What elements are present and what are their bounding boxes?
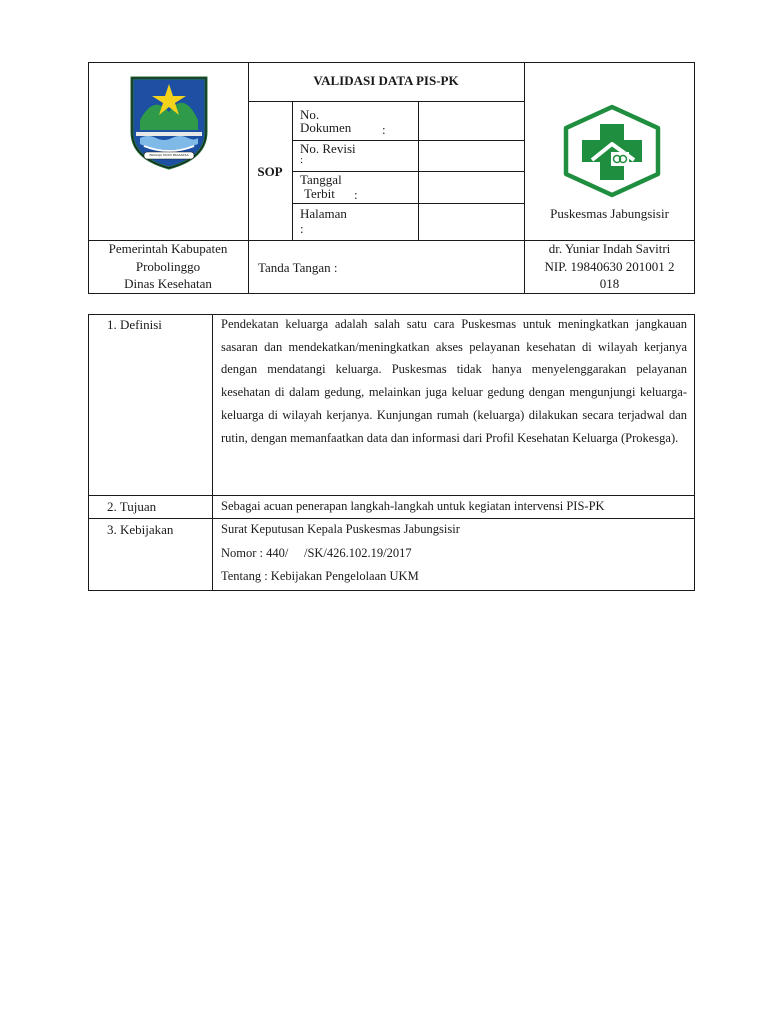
definition-text: Pendekatan keluarga adalah salah satu cara Puskesmas untuk meningkatkan jangkauan sasaran dan mendekatkan/meningkatkan akses pelayanan kesehatan di wilayah kerjanya dengan mendatangi keluarga. Puskesmas tidak hanya menyelenggarakan pelayanan kesehatan di dalam gedung, melainkan juga keluar gedung dengan mengunjungi keluarga-keluarga di wilayah kerjanya. Kunjungan rumah (keluarga) dilakukan secara terjadwal dan rutin, dengan memanfaatkan data dan informasi dari Profil Kesehatan Keluarga (Prokesga).: [221, 317, 687, 445]
purpose-label: 2. Tujuan: [107, 499, 157, 514]
document-title: VALIDASI DATA PIS-PK: [313, 73, 459, 88]
field-issue-date-colon: :: [354, 187, 358, 202]
field-issue-date-label2: Terbit: [304, 186, 335, 201]
signer-name: dr. Yuniar Indah Savitri: [548, 241, 671, 256]
purpose-text: Sebagai acuan penerapan langkah-langkah untuk kegiatan intervensi PIS-PK: [221, 499, 605, 513]
field-issue-date-label: Tanggal: [300, 172, 342, 187]
government-line-2: Probolinggo: [135, 259, 201, 274]
sop-label: SOP: [257, 164, 283, 179]
header-divider: [292, 203, 524, 204]
government-line-1: Pemerintah Kabupaten: [108, 241, 228, 256]
policy-label: 3. Kebijakan: [107, 522, 174, 537]
regency-logo-motto: PRASAJA MULTI PRAKARSA: [149, 153, 189, 157]
content-divider: [88, 495, 695, 496]
field-page-colon: :: [300, 221, 304, 236]
puskesmas-logo: [562, 104, 662, 198]
policy-line-2: Nomor : 440/ /SK/426.102.19/2017: [221, 546, 412, 560]
signature-label: Tanda Tangan :: [258, 260, 338, 275]
content-divider: [88, 518, 695, 519]
government-line-3: Dinas Kesehatan: [124, 276, 212, 291]
regency-logo: [124, 72, 214, 172]
field-revision-label: No. Revisi: [300, 141, 356, 156]
policy-line-3: Tentang : Kebijakan Pengelolaan UKM: [221, 569, 419, 583]
definition-label: 1. Definisi: [107, 317, 162, 332]
signer-nip-continued: 018: [599, 276, 620, 291]
field-doc-no-label2: Dokumen: [300, 120, 352, 135]
policy-line-1: Surat Keputusan Kepala Puskesmas Jabungsisir: [221, 522, 460, 536]
puskesmas-name: Puskesmas Jabungsisir: [550, 206, 669, 221]
signer-nip: NIP. 19840630 201001 2: [544, 259, 675, 274]
field-page-label: Halaman: [300, 206, 347, 221]
field-doc-no-label: No.: [300, 107, 320, 122]
field-revision-colon: :: [300, 154, 304, 166]
header-divider: [248, 101, 524, 102]
content-divider: [212, 314, 213, 591]
field-doc-no-colon: :: [382, 122, 386, 137]
